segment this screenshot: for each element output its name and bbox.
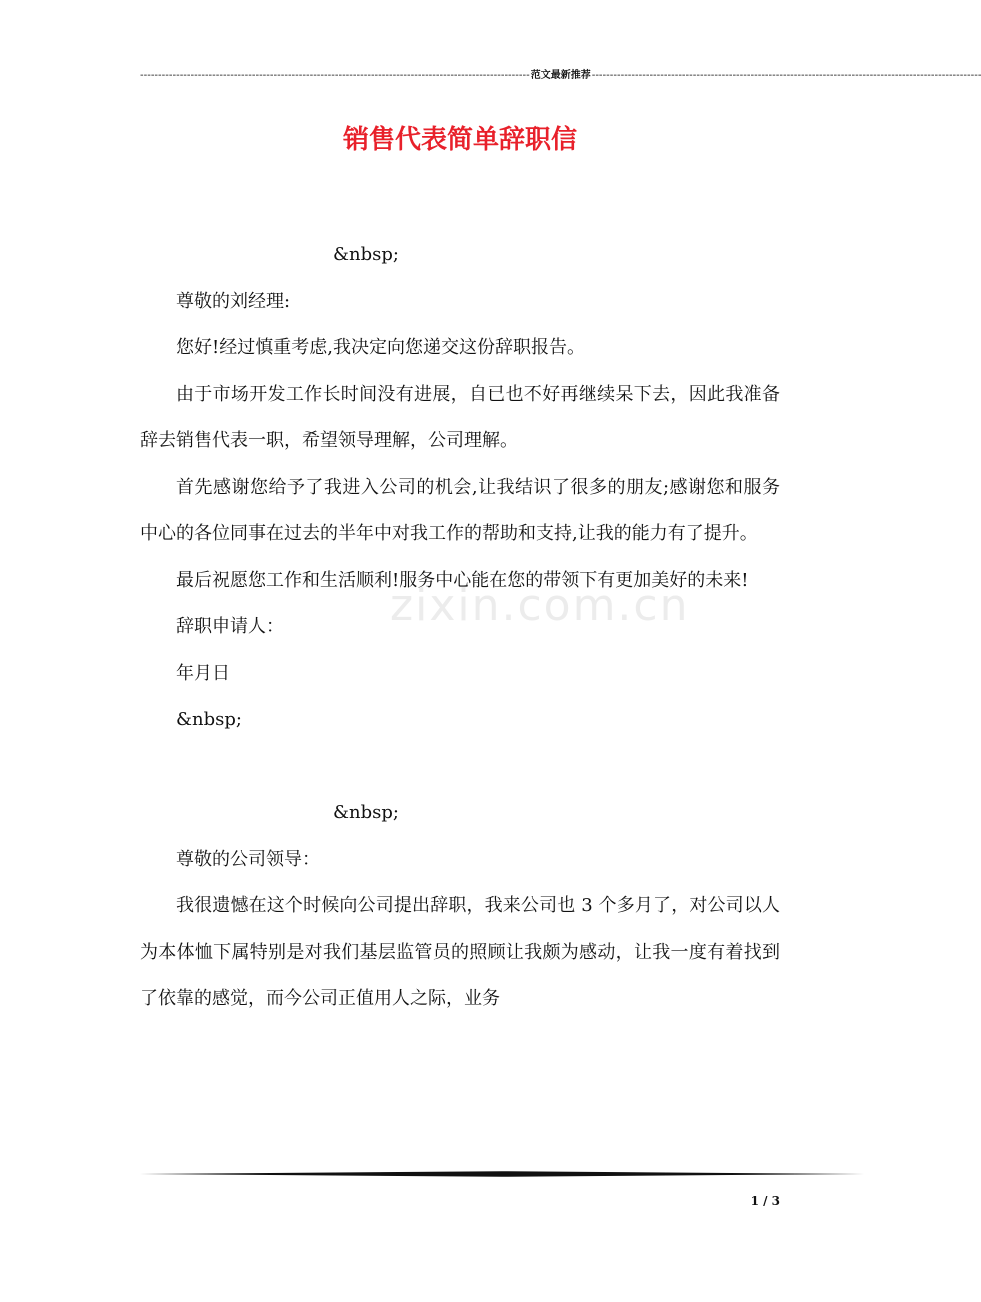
watermark: zixin.com.cn [390,580,690,631]
paragraph-nbsp-1: &nbsp; [333,244,399,265]
header-dashes-left: ------------------------------------------------------------------------------------------------------------ [140,70,530,81]
paragraph-reason: 由于市场开发工作长时间没有进展，自已也不好再继续呆下去，因此我准备辞去销售代表一职，希望领导理解，公司理解。 [140,383,780,451]
header-label: 范文最新推荐 [530,70,591,81]
paragraph-applicant: 辞职申请人： [176,616,284,637]
blank-line [140,744,780,791]
paragraph-wishes: 最后祝愿您工作和生活顺利!服务中心能在您的带领下有更加美好的未来! [176,569,749,591]
paragraph-nbsp-3: &nbsp; [333,802,399,823]
paragraph-letter-2-body: 我很遗憾在这个时候向公司提出辞职，我来公司也 3 个多月了，对公司以人为本体恤下属特别是对我们基层监管员的照顾让我颇为感动，让我一度有着找到了依靠的感觉，而今公司正值用人之际，业务 [140,895,780,1009]
paragraph-greeting: 您好!经过慎重考虑,我决定向您递交这份辞职报告。 [176,337,585,358]
document-body [140,232,780,1023]
header-dashes-right: ------------------------------------------------------------------------------------------------------------ [591,70,981,81]
paragraph-date: 年月日 [176,662,230,684]
paragraph-nbsp-2: &nbsp; [176,709,242,730]
document-title: 销售代表简单辞职信 [342,125,577,155]
footer-rule [140,1171,864,1177]
page-header [140,68,981,84]
page-number: 1 / 3 [750,1194,780,1208]
paragraph-salutation-2: 尊敬的公司领导： [176,848,320,870]
paragraph-thanks: 首先感谢您给予了我进入公司的机会,让我结识了很多的朋友;感谢您和服务中心的各位同事在过去的半年中对我工作的帮助和支持,让我的能力有了提升。 [140,476,780,544]
paragraph-salutation-1: 尊敬的刘经理: [176,290,291,312]
